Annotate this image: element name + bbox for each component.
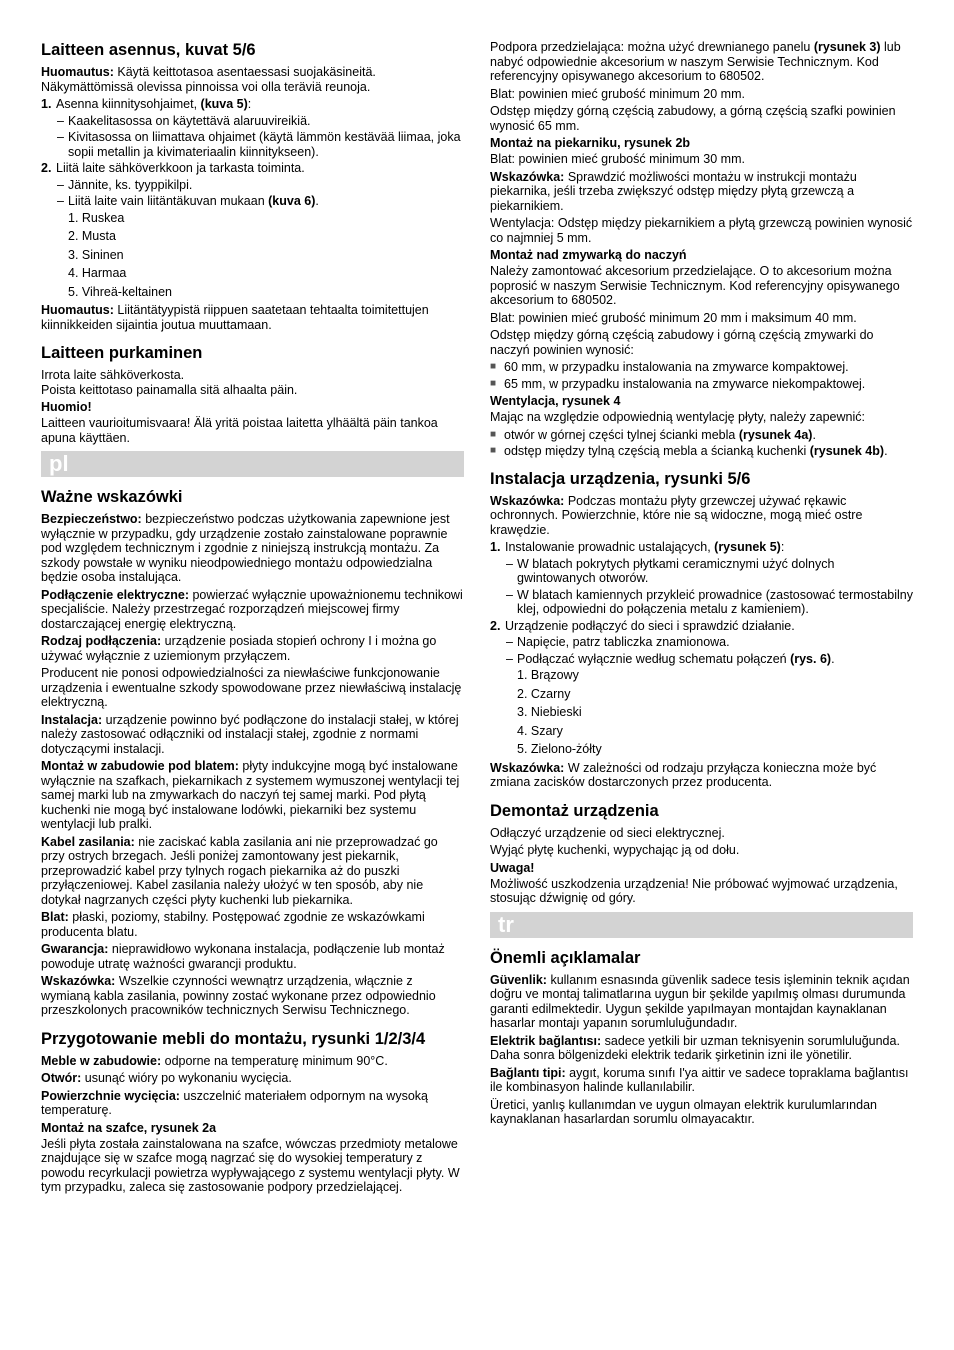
pl-step-2-item: – Napięcie, patrz tabliczka znamionowa. <box>506 635 730 649</box>
pl-note: Blat: płaski, poziomy, stabilny. Postępować zgodnie ze wskazówkami producenta blatu. <box>41 910 425 939</box>
list-item: ■ 65 mm, w przypadku instalowania na zmywarce niekompaktowej. <box>490 376 866 391</box>
list-item: 2. Czarny <box>517 686 571 701</box>
fi-remove-title: Laitteen purkaminen <box>41 344 203 362</box>
pl-color-list <box>517 668 913 757</box>
pl-prep-item: Meble w zabudowie: odporne na temperaturę minimum 90°C. <box>41 1053 388 1068</box>
list-item: 5. Zielono-żółty <box>517 742 602 756</box>
fi-step-1-item: – Kivitasossa on liimattava ohjaimet (käytä lämmön kestävää liimaa, joka sopii metallin ja kivimateriaalin kiinnitykseen). <box>57 130 461 159</box>
pl-2a-title: Montaż na szafce, rysunek 2a <box>41 1120 217 1135</box>
fi-step-2-item: – Jännite, ks. tyyppikilpi. <box>57 177 193 192</box>
language-bar-pl: pl <box>41 451 464 477</box>
ventilation-title: Wentylacja, rysunek 4 <box>490 394 621 408</box>
dishwasher-title: Montaż nad zmywarką do naczyń <box>490 248 687 262</box>
list-item: ■ otwór w górnej części tylnej ścianki mebla (rysunek 4a). <box>490 427 816 442</box>
fi-remove-text: Irrota laite sähköverkosta. <box>41 368 185 382</box>
fi-warning-text: Laitteen vaurioitumisvaara! Älä yritä poistaa laitetta ylhäältä päin tankoa apuna käyttäen. <box>41 416 438 445</box>
tr-note: Elektrik bağlantısı: sadece yetkili bir uzman teknisyenin sorumluluğunda. Daha sonra bölgenizdeki elektrik tedarik şirketinin izni ile yönetilir. <box>490 1033 900 1062</box>
paragraph: Blat: powinien mieć grubość minimum 30 mm. <box>490 152 745 166</box>
language-bar-tr: tr <box>490 912 913 938</box>
paragraph: Mając na względzie odpowiednią wentylację płyty, należy zapewnić: <box>490 410 865 424</box>
tr-notes-title: Önemli açıklamalar <box>490 948 641 967</box>
pl-install-title: Instalacja urządzenia, rysunki 5/6 <box>490 469 751 488</box>
pl-note: Producent nie ponosi odpowiedzialności za niewłaściwe funkcjonowanie urządzenia i ewentualne szkody spowodowane przez niewłaściwą instalację elektryczną. <box>41 666 462 709</box>
pl-step-1: 1. Instalowanie prowadnic ustalających, (rysunek 5): <box>490 540 785 554</box>
list-item: ■ 60 mm, w przypadku instalowania na zmywarce kompaktowej. <box>490 360 849 374</box>
square-bullet-icon: ■ <box>490 428 497 440</box>
paragraph: Wyjąć płytę kuchenki, wypychając ją od dołu. <box>490 843 740 857</box>
pl-step-2-item: – Podłączać wyłącznie według schematu połączeń (rys. 6). <box>506 651 835 666</box>
pl-notes-title: Ważne wskazówki <box>41 488 183 506</box>
pl-note: Kabel zasilania: nie zaciskać kabla zasilania ani nie przeprowadzać go przy ostrych brzegach. Jeśli poniżej zamontowany jest piekarnik, przeprowadzić kabel przy tylnych rogach piekarnika aż do puszki przyłączeniowej. Kabel zasilania należy ułożyć w ten sposób, aby nie dotykał nagrzanych części płyty kuchenki lub piekarnika. <box>41 834 438 907</box>
paragraph: Wentylacja: Odstęp między piekarnikiem a płytą grzewczą powinien wynosić co najmniej 5 mm. <box>490 216 913 245</box>
pl-note: Wskazówka: Wszelkie czynności wewnątrz urządzenia, włącznie z wymianą kabla zasilania, powinny zostać wykonane przez odpowiednio przeszkolonych pracowników technicznych Serwisu Technicznego. <box>41 974 436 1017</box>
paragraph: Blat: powinien mieć grubość minimum 20 mm. <box>490 86 745 101</box>
square-bullet-icon: ■ <box>490 445 497 456</box>
list-item: 4. Szary <box>517 723 563 738</box>
pl-remove-title: Demontaż urządzenia <box>490 801 659 820</box>
fi-step-2-item: – Liitä laite vain liitäntäkuvan mukaan (kuva 6). <box>57 194 319 208</box>
paragraph: Odstęp między górną częścią zabudowy, a górną częścią szafki powinien wynosić 65 mm. <box>490 104 896 133</box>
pl-prep-item: Otwór: usunąć wióry po wykonaniu wycięcia. <box>41 1071 292 1085</box>
tr-note: Üretici, yanlış kullanımdan ve uygun olmayan elektrik kurulumlarından kaynaklanan hasarlardan sorumlu olmayacaktır. <box>490 1097 877 1126</box>
fi-note-2: Huomautus: Liitäntätyypistä riippuen saatetaan tehtaalta toimitettujen kiinnikkeiden sijaintia joutua muuttamaan. <box>41 303 429 332</box>
tr-note: Bağlantı tipi: aygıt, koruma sınıfı I'ya aittir ve sadece topraklama bağlantısı ile kombinasyon halinde kullanılabilir. <box>490 1065 909 1094</box>
pl-warning-title: Uwaga! <box>490 860 535 875</box>
pl-prep-title: Przygotowanie mebli do montażu, rysunki 1/2/3/4 <box>41 1029 426 1048</box>
list-item: 3. Sininen <box>68 247 124 262</box>
fi-step-1: 1. Asenna kiinnitysohjaimet, (kuva 5): <box>41 97 252 111</box>
pl-note: Montaż w zabudowie pod blatem: płyty indukcyjne mogą być instalowane wyłącznie na szafkach, piekarnikach z systemem wymuszonej wentylacji tej samej marki lub na zmywarkach do naczyń tej samej marki. Pod płytą kuchenki nie mogą być instalowane lodówki, piekarniki bez systemu wentylacji lub pralki. <box>41 759 460 831</box>
pl-2a-text: Jeśli płyta została zainstalowana na szafce, wówczas przedmioty metalowe znajdujące się w szafce mogą nagrzać się do wysokiej temperatury z powodu recyrkulacji powietrza wypływającego z systemu wentylacji płyty. W tym przypadku, zaleca się zastosowanie podpory przedzielającej. <box>41 1136 460 1194</box>
list-item: 1. Brązowy <box>517 668 579 682</box>
square-bullet-icon: ■ <box>490 377 497 389</box>
right-column <box>490 40 913 1130</box>
fi-warning-title: Huomio! <box>41 400 92 414</box>
fi-color-list <box>68 211 464 300</box>
list-item: 2. Musta <box>68 229 116 243</box>
list-item: 4. Harmaa <box>68 266 127 280</box>
paragraph: Odstęp między górną częścią zabudowy i górną częścią zmywarki do naczyń powinien wynosić: <box>490 328 874 357</box>
fi-install-title: Laitteen asennus, kuvat 5/6 <box>41 41 256 59</box>
fi-note: Huomautus: Käytä keittotasoa asentaessasi suojakäsineitä. Näkymättömissä olevissa pinnoissa voi olla teräviä reunoja. <box>41 65 376 94</box>
left-column <box>41 40 464 1198</box>
pl-note: Bezpieczeństwo: bezpieczeństwo podczas użytkowania zapewnione jest wyłącznie w przypadku, gdy urządzenie zostało zainstalowane poprawnie pod względem technicznym i zgodnie z niniejszą instrukcją montażu. Za szkody powstałe w wyniku nieodpowiedniego montażu odpowiedzialna będzie osoba instalująca. <box>41 512 450 584</box>
pl-note: Instalacja: urządzenie powinno być podłączone do instalacji stałej, w której należy zastosować odłączniki od instalacji stałej, zgodnie z normami dotyczącymi instalacji. <box>41 712 459 756</box>
paragraph: Wskazówka: Podczas montażu płyty grzewczej używać rękawic ochronnych. Powierzchnie, które nie są widoczne, mogą mieć ostre krawędzie. <box>490 493 863 537</box>
list-item: 1. Ruskea <box>68 210 125 225</box>
pl-note: Rodzaj podłączenia: urządzenie posiada stopień ochrony I i można go używać wyłącznie z uziemionym przyłączem. <box>41 634 437 663</box>
fi-step-1-item: – Kaakelitasossa on käytettävä alaruuvireikiä. <box>57 113 311 128</box>
paragraph: Odłączyć urządzenie od sieci elektrycznej. <box>490 825 725 840</box>
paragraph: Wskazówka: Sprawdzić możliwości montażu w instrukcji montażu piekarnika, jeśli trzeba zwiększyć odstęp między płytą grzewczą a piekarnikiem. <box>490 169 857 213</box>
pl-prep-item: Powierzchnie wycięcia: uszczelnić materiałem odpornym na wysoką temperaturę. <box>41 1088 428 1117</box>
tr-note: Güvenlik: kullanım esnasında güvenlik sadece tesis işleminin teknik açıdan doğru ve montaj talimatlarına uygun bir şekilde yapılmış olması durumunda garanti edilmektedir. Uygun şekilde yapılmayan montajdan kaynaklanan hasarlar montajı yapanın sorumluluğundadır. <box>490 972 910 1030</box>
fi-remove-text: Poista keittotaso painamalla sitä alhaalta päin. <box>41 382 298 397</box>
oven-title: Montaż na piekarniku, rysunek 2b <box>490 136 691 150</box>
fi-step-2: 2. Liitä laite sähköverkkoon ja tarkasta toiminta. <box>41 161 305 175</box>
paragraph: Należy zamontować akcesorium przedzielające. O to akcesorium można poprosić w naszym Serwisie Technicznym. Kod referencyjny opisywanego akcesorium to 680502. <box>490 264 900 307</box>
pl-step-1-item: – W blatach pokrytych płytkami ceramicznymi użyć dolnych gwintowanych otworów. <box>506 556 835 585</box>
list-item: ■ odstęp między tylną częścią mebla a ścianką kuchenki (rysunek 4b). <box>490 444 888 458</box>
paragraph: Możliwość uszkodzenia urządzenia! Nie próbować wyjmować urządzenia, stosując dźwignię od góry. <box>490 876 898 905</box>
paragraph: Blat: powinien mieć grubość minimum 20 mm i maksimum 40 mm. <box>490 310 857 325</box>
paragraph: Wskazówka: W zależności od rodzaju przyłącza konieczna może być zmiana zacisków dostarczonych przez producenta. <box>490 760 877 789</box>
list-item: 5. Vihreä-keltainen <box>68 284 173 299</box>
pl-step-2: 2. Urządzenie podłączyć do sieci i sprawdzić działanie. <box>490 618 795 633</box>
support-text: Podpora przedzielająca: można użyć drewnianego panelu (rysunek 3) lub nabyć odpowiednie akcesorium w naszym Serwisie Technicznym. Kod referencyjny opisywanego akcesorium to 680502. <box>490 40 901 83</box>
list-item: 3. Niebieski <box>517 705 582 719</box>
square-bullet-icon: ■ <box>490 361 497 372</box>
pl-step-1-item: – W blatach kamiennych przykleić prowadnice (zastosować termostabilny klej, odpowiedni do połączenia metalu z kamieniem). <box>506 587 913 616</box>
pl-note: Podłączenie elektryczne: powierzać wyłącznie upoważnionemu technikowi specjaliście. Należy przestrzegać rozporządzeń miejscowej firmy dostarczającej energię elektryczną. <box>41 587 463 631</box>
pl-note: Gwarancja: nieprawidłowo wykonana instalacja, podłączenie lub montaż powoduje utratę ważności gwarancji produktu. <box>41 942 445 971</box>
